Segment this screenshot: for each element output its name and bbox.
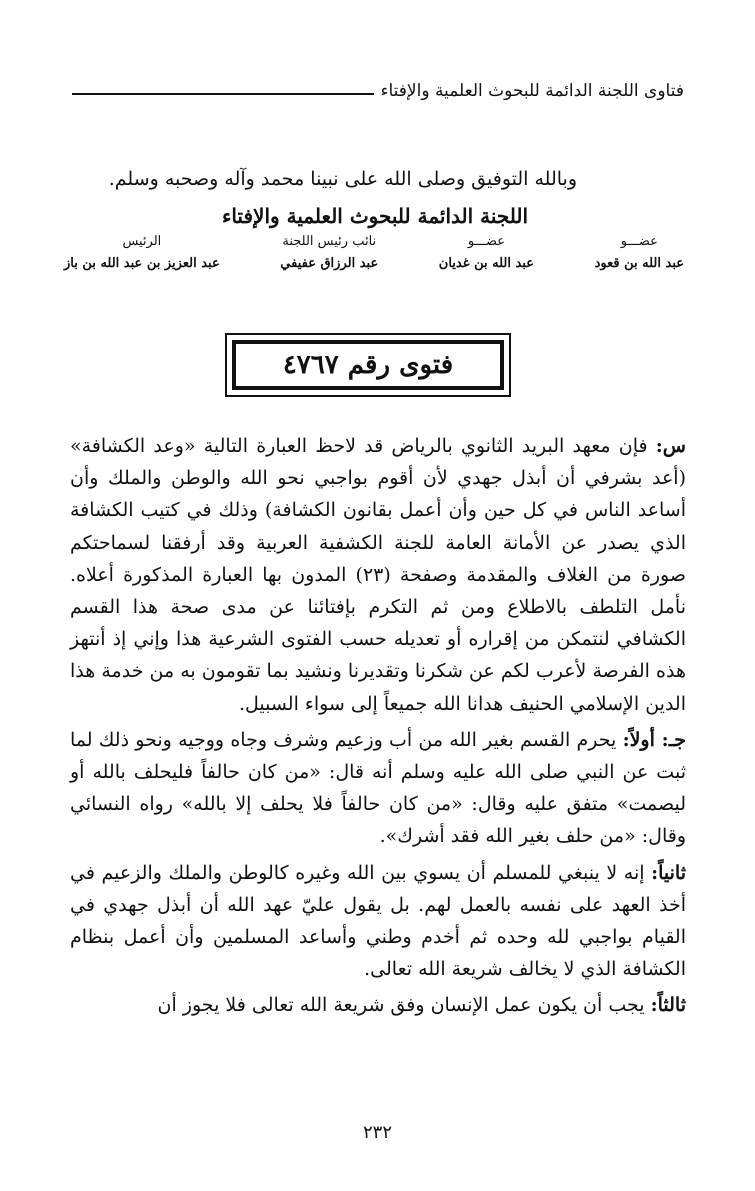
signatory-role: الرئيس <box>122 234 162 249</box>
header-title: فتاوى اللجنة الدائمة للبحوث العلمية والإفتاء <box>380 81 684 101</box>
signatory-name: عبد الله بن غديان <box>438 256 534 271</box>
signatory-name: عبد الله بن قعود <box>594 256 684 271</box>
answer-paragraph <box>70 989 686 1021</box>
signatory <box>64 234 220 284</box>
answer-lead: ثالثاً: <box>650 994 686 1017</box>
closing-line: وبالله التوفيق وصلى الله على نبينا محمد وآله وصحبه وسلم. <box>108 168 577 190</box>
question-paragraph <box>70 430 686 720</box>
signatory <box>595 234 684 284</box>
fatwa-number-box <box>225 333 511 397</box>
running-header <box>72 78 684 104</box>
answer-text: يحرم القسم بغير الله من أب وزعيم وشرف وجاه ووجيه ونحو ذلك لما ثبت عن النبي صلى الله عليه وسلم أنه قال: «من كان حالفاً فليحلف بالله أو ليصمت» متفق عليه وقال: «من كان حالفاً فلا يحلف إلا بالله» رواه النسائي وقال: «من حلف بغير الله فقد أشرك». <box>70 728 686 848</box>
signatory-role: نائب رئيس اللجنة <box>282 234 377 249</box>
body-text <box>70 430 686 1022</box>
signatories <box>64 234 684 284</box>
answer-lead: ثانياً: <box>651 861 686 884</box>
answer-text: إنه لا ينبغي للمسلم أن يسوي بين الله وغيره كالوطن والملك والزعيم في أخذ العهد على نفسه بالعمل لهم. بل يقول عليّ عهد الله أن أبذل جهدي في القيام بواجبي لله وحده ثم أخدم وطني وأساعد المسلمين وأن أعمل بنظام الكشافة الذي لا يخالف شريعة الله تعالى. <box>70 861 686 981</box>
fatwa-title: فتوى رقم ٤٧٦٧ <box>282 350 454 380</box>
signatory-role: عضـــو <box>467 234 505 249</box>
answer-paragraph <box>70 724 686 853</box>
answer-paragraph <box>70 857 686 986</box>
question-lead: س: <box>655 435 686 457</box>
answer-text: يجب أن يكون عمل الإنسان وفق شريعة الله تعالى فلا يجوز أن <box>157 994 645 1017</box>
answer-lead: جـ: أولاً: <box>622 728 687 751</box>
signatory <box>439 234 534 284</box>
signatory-name: عبد العزيز بن عبد الله بن باز <box>64 256 220 271</box>
page-number: ٢٣٢ <box>362 1122 392 1143</box>
header-rule <box>72 93 374 95</box>
committee-title: اللجنة الدائمة للبحوث العلمية والإفتاء <box>221 204 529 228</box>
fatwa-number-frame <box>232 340 504 390</box>
question-text: فإن معهد البريد الثانوي بالرياض قد لاحظ العبارة التالية «وعد الكشافة» (أعد بشرفي أن أبذل جهدي لأن أقوم بواجبي نحو الله والوطن والملك وأن أساعد الناس في كل حين وأن أعمل بقانون الكشافة) وذلك في كتيب الكشافة الذي يصدر عن الأمانة العامة للجنة الكشفية العربية وقد أرفقنا لسماحتكم صورة من الغلاف والمقدمة وصفحة (٢٣) المدون بها العبارة المذكورة أعلاه. نأمل التلطف بالاطلاع ومن ثم التكرم بإفتائنا عن مدى صحة هذا القسم الكشافي لنتمكن من إقراره أو تعديله حسب الفتوى الشرعية هذا وإني إذ أنتهز هذه الفرصة لأعرب لكم عن شكرنا وتقديرنا ونشيد بما تقومون به من خدمة هذا الدين الإسلامي الحنيف هدانا الله جميعاً إلى سواء السبيل. <box>70 435 686 715</box>
signatory <box>280 234 378 284</box>
signatory-name: عبد الرزاق عفيفي <box>280 256 379 271</box>
signatory-role: عضـــو <box>620 234 658 249</box>
